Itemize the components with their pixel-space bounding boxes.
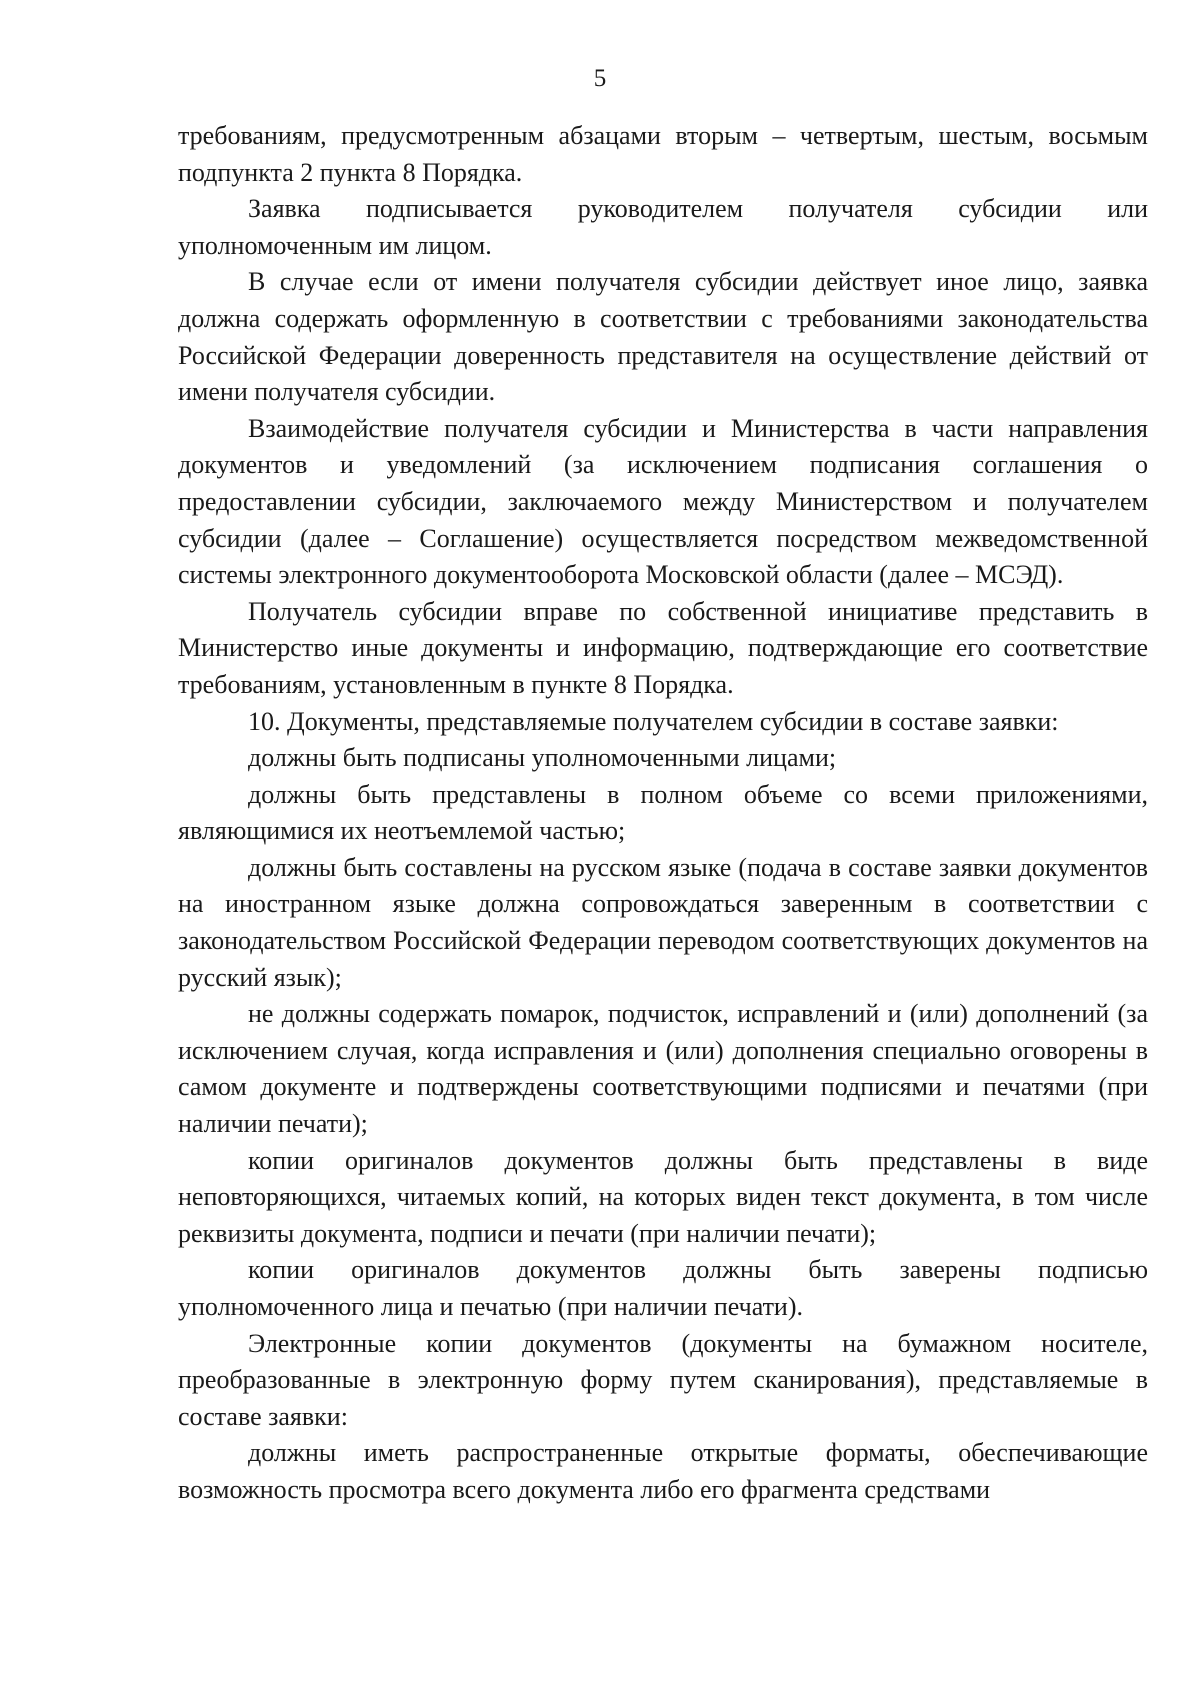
paragraph-10: не должны содержать помарок, подчисток, исправлений и (или) дополнений (за исключением случая, когда исправления и (или) дополнения специально оговорены в самом документе и подтверждены соответствующими подписями и печатями (при наличии печати); <box>178 999 1148 1139</box>
paragraph-4: Взаимодействие получателя субсидии и Министерства в части направления документов и уведомлений (за исключением подписания соглашения о предоставлении субсидии, заключаемого между Министерством и получателем субсидии (далее – Соглашение) осуществляется посредством межведомственной системы электронного документооборота Московской области (далее – МСЭД). <box>178 413 1148 590</box>
paragraph-6: 10. Документы, представляемые получателем субсидии в составе заявки: <box>248 706 1059 736</box>
document-body <box>178 118 1148 1509</box>
paragraph-13: Электронные копии документов (документы на бумажном носителе, преобразованные в электронную форму путем сканирования), представляемые в составе заявки: <box>178 1328 1148 1431</box>
paragraph-11: копии оригиналов документов должны быть представлены в виде неповторяющихся, читаемых копий, на которых виден текст документа, в том числе реквизиты документа, подписи и печати (при наличии печати); <box>178 1145 1148 1248</box>
paragraph-2: Заявка подписывается руководителем получателя субсидии или уполномоченным им лицом. <box>178 194 1148 260</box>
page-number: 5 <box>593 65 607 92</box>
paragraph-12: копии оригиналов документов должны быть заверены подписью уполномоченного лица и печатью (при наличии печати). <box>178 1255 1148 1321</box>
paragraph-7: должны быть подписаны уполномоченными лицами; <box>248 743 837 773</box>
paragraph-1: требованиям, предусмотренным абзацами вторым – четвертым, шестым, восьмым подпункта 2 пункта 8 Порядка. <box>178 121 1148 187</box>
paragraph-9: должны быть составлены на русском языке (подача в составе заявки документов на иностранном языке должна сопровождаться заверенным в соответствии с законодательством Российской Федерации переводом соответствующих документов на русский язык); <box>178 852 1148 992</box>
paragraph-14: должны иметь распространенные открытые форматы, обеспечивающие возможность просмотра всего документа либо его фрагмента средствами <box>178 1438 1148 1504</box>
paragraph-8: должны быть представлены в полном объеме со всеми приложениями, являющимися их неотъемлемой частью; <box>178 779 1148 846</box>
paragraph-3: В случае если от имени получателя субсидии действует иное лицо, заявка должна содержать оформленную в соответствии с требованиями законодательства Российской Федерации доверенность представителя на осуществление действий от имени получателя субсидии. <box>178 267 1148 407</box>
paragraph-5: Получатель субсидии вправе по собственной инициативе представить в Министерство иные документы и информацию, подтверждающие его соответствие требованиям, установленным в пункте 8 Порядка. <box>178 596 1148 699</box>
